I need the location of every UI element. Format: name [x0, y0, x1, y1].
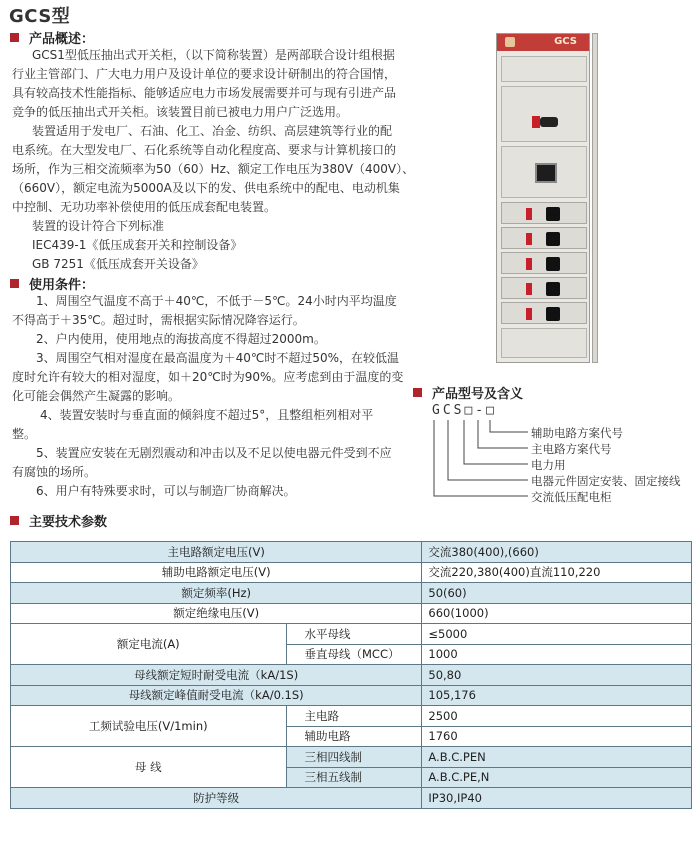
- page-title: GCS型: [9, 6, 71, 27]
- conditions-line: 有腐蚀的场所。: [12, 465, 97, 479]
- overview-line: 装置的设计符合下列标准: [32, 219, 165, 233]
- table-cell-label: 工频试验电压(V/1min): [11, 706, 287, 747]
- table-cell-value: A.B.C.PE,N: [422, 767, 692, 788]
- table-cell-value: 50(60): [422, 583, 692, 604]
- overview-line: GCS1型低压抽出式开关柜，（以下简称装置）是两部联合设计组根据: [32, 48, 395, 62]
- table-cell-sublabel: 三相四线制: [286, 747, 422, 768]
- conditions-line: 5、装置应安装在无剧烈震动和冲击以及不足以使电器元件受到不应: [36, 446, 392, 460]
- cabinet-panel: [501, 86, 587, 142]
- table-cell-label: 额定绝缘电压(V): [11, 603, 422, 624]
- section-marker: [10, 279, 19, 288]
- table-cell-value: A.B.C.PEN: [422, 747, 692, 768]
- table-cell-sublabel: 垂直母线（MCC）: [286, 644, 422, 665]
- table-cell-value: ≤5000: [422, 624, 692, 645]
- conditions-line: 1、周围空气温度不高于＋40℃，不低于－5℃。24小时内平均温度: [36, 294, 397, 308]
- cabinet-logo: [505, 37, 515, 47]
- table-row: [11, 685, 692, 706]
- drawer-unit: [501, 202, 587, 224]
- cabinet-meter-window: [535, 163, 557, 183]
- cabinet-panel: [501, 146, 587, 198]
- overview-line: 场所，作为三相交流频率为50（60）Hz、额定工作电压为380V（400V）、: [12, 162, 415, 176]
- overview-line: 具有较高技术性能指标、能够适应电力市场发展需要并可与现有引进产品: [12, 86, 397, 100]
- table-cell-value: 1000: [422, 644, 692, 665]
- table-cell-label: 辅助电路额定电压(V): [11, 562, 422, 583]
- table-cell-value: 660(1000): [422, 603, 692, 624]
- overview-line: （660V），额定电流为5000A及以下的发、供电系统中的配电、电动机集: [12, 181, 400, 195]
- table-row: [11, 624, 692, 645]
- cabinet-handle: [540, 117, 558, 127]
- table-cell-sublabel: 三相五线制: [286, 767, 422, 788]
- section-marker: [413, 388, 422, 397]
- table-cell-label: 防护等级: [11, 788, 422, 809]
- table-cell-value: 50,80: [422, 665, 692, 686]
- model-heading: [413, 383, 523, 402]
- overview-heading: [10, 28, 94, 47]
- table-row: [11, 706, 692, 727]
- table-cell-sublabel: 水平母线: [286, 624, 422, 645]
- table-cell-value: IP30,IP40: [422, 788, 692, 809]
- model-label-ac: 交流低压配电柜: [531, 490, 612, 504]
- table-cell-sublabel: 辅助电路: [286, 726, 422, 747]
- cabinet-top-band: [497, 34, 589, 51]
- model-code: GCS□-□: [432, 403, 497, 418]
- overview-line: 电系统。在大型发电厂、石化系统等自动化程度高、要求与计算机接口的: [12, 143, 397, 157]
- section-marker: [10, 516, 19, 525]
- table-cell-label: 母线额定峰值耐受电流（kA/0.1S): [11, 685, 422, 706]
- table-cell-value: 交流380(400),(660): [422, 542, 692, 563]
- params-table: [10, 541, 692, 809]
- conditions-line: 整。: [12, 427, 37, 441]
- section-marker: [10, 33, 19, 42]
- table-row: [11, 603, 692, 624]
- table-row: [11, 562, 692, 583]
- model-label-main: 主电路方案代号: [531, 442, 612, 456]
- drawer-unit: [501, 277, 587, 299]
- conditions-line: 3、周围空气相对湿度在最高温度为＋40℃时不超过50%，在较低温: [36, 351, 400, 365]
- overview-line: IEC439-1《低压成套开关和控制设备》: [32, 238, 243, 252]
- overview-line: 竞争的低压抽出式开关柜。该装置目前已被电力用户广泛选用。: [12, 105, 349, 119]
- overview-text: [12, 46, 414, 274]
- table-cell-label: 额定电流(A): [11, 624, 287, 665]
- table-row: [11, 665, 692, 686]
- cabinet-top-label: GCS: [554, 36, 577, 47]
- conditions-line: 6、用户有特殊要求时，可以与制造厂协商解决。: [36, 484, 296, 498]
- conditions-text: [12, 292, 403, 501]
- switchgear-cabinet-image: [496, 33, 590, 363]
- params-heading-text: 主要技术参数: [29, 515, 108, 530]
- conditions-heading-text: 使用条件：: [29, 278, 95, 293]
- table-row: [11, 788, 692, 809]
- conditions-heading: [10, 274, 94, 293]
- table-row: [11, 583, 692, 604]
- cabinet-bottom-panel: [501, 328, 587, 358]
- model-label-fixed: 电器元件固定安装、固定接线: [531, 474, 681, 488]
- table-cell-value: 交流220,380(400)直流110,220: [422, 562, 692, 583]
- drawer-unit: [501, 227, 587, 249]
- model-label-aux: 辅助电路方案代号: [531, 426, 623, 440]
- conditions-line: 度时允许有较大的相对湿度，如＋20℃时为90%。应考虑到由于温度的变: [12, 370, 404, 384]
- overview-line: 行业主管部门、广大电力用户及设计单位的要求设计研制出的符合国情，: [12, 67, 397, 81]
- table-cell-label: 母 线: [11, 747, 287, 788]
- model-bracket-lines: [420, 418, 530, 504]
- conditions-line: 4、装置安装时与垂直面的倾斜度不超过5°，且整组柜列相对平: [40, 408, 374, 422]
- model-heading-text: 产品型号及含义: [432, 387, 524, 402]
- table-row: [11, 747, 692, 768]
- overview-heading-text: 产品概述：: [29, 32, 95, 47]
- cabinet-red-knob: [532, 116, 540, 128]
- drawer-unit: [501, 302, 587, 324]
- conditions-line: 化可能会偶然产生凝露的影响。: [12, 389, 181, 403]
- overview-line: GB 7251《低压成套开关设备》: [32, 257, 204, 271]
- conditions-line: 2、户内使用，使用地点的海拔高度不得超过2000m。: [36, 332, 326, 346]
- params-heading: [10, 511, 107, 530]
- overview-line: 中控制、无功功率补偿使用的低压成套配电装置。: [12, 200, 277, 214]
- drawer-unit: [501, 252, 587, 274]
- table-cell-label: 主电路额定电压(V): [11, 542, 422, 563]
- model-label-power: 电力用: [531, 458, 566, 472]
- table-cell-value: 1760: [422, 726, 692, 747]
- table-cell-label: 额定频率(Hz): [11, 583, 422, 604]
- table-cell-value: 2500: [422, 706, 692, 727]
- table-row: [11, 542, 692, 563]
- overview-line: 装置适用于发电厂、石油、化工、冶金、纺织、高层建筑等行业的配: [32, 124, 393, 138]
- cabinet-panel: [501, 56, 587, 82]
- cabinet-side-panel: [592, 33, 598, 363]
- table-cell-sublabel: 主电路: [286, 706, 422, 727]
- table-cell-label: 母线额定短时耐受电流（kA/1S): [11, 665, 422, 686]
- conditions-line: 不得高于＋35℃。超过时，需根据实际情况降容运行。: [12, 313, 305, 327]
- table-cell-value: 105,176: [422, 685, 692, 706]
